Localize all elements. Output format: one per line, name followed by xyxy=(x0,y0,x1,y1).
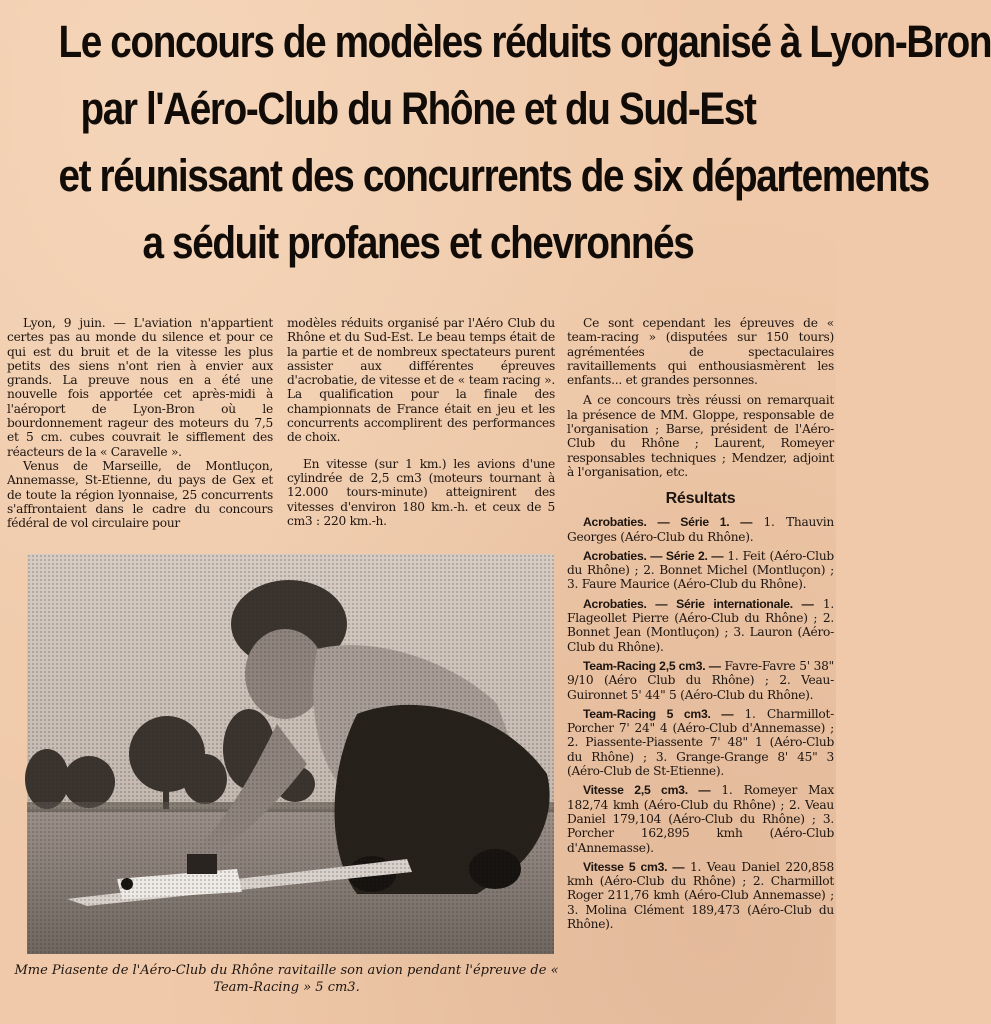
results-title: Résultats xyxy=(665,490,736,508)
result-item xyxy=(567,659,834,702)
article-column-3 xyxy=(567,316,834,936)
result-text: 1. Feit (Aéro-Club du Rhône) ; 2. Bonnet Michel (Montluçon) ; 3. Faure Maurice (Aéro-Club du Rhône). xyxy=(567,548,834,592)
result-item xyxy=(567,707,834,778)
article-photo xyxy=(27,554,554,954)
result-category: Team-Racing 5 cm3. — xyxy=(583,706,734,721)
result-text: Favre-Favre 5' 38" 9/10 (Aéro Club du Rhône) ; 2. Veau-Guironnet 5' 44" 5 (Aéro-Club du Rhône). xyxy=(567,658,834,702)
result-item xyxy=(567,783,834,854)
result-category: Vitesse 5 cm3. — xyxy=(583,859,685,874)
result-category: Vitesse 2,5 cm3. — xyxy=(583,783,711,798)
headline-line-1: Le concours de modèles réduits organisé à Lyon-Bron xyxy=(58,16,991,67)
result-text: 1. Thauvin Georges (Aéro-Club du Rhône). xyxy=(567,515,835,544)
article-paragraph: Ce sont cependant les épreuves de « team-racing » (disputées sur 150 tours) agrémentées de spectaculaires ravitaillements qui enthousiasmèrent les enfants... et grandes personnes. xyxy=(567,316,834,388)
photo-image xyxy=(27,554,554,954)
article-paragraph: A ce concours très réussi on remarquait la présence de MM. Gloppe, responsable de l'organisation ; Barse, président de l'Aéro-Club du Rhône ; Laurent, Romeyer responsables techniques ; Mendzer, adjoint à l'organisation, etc. xyxy=(567,393,834,479)
article-paragraph: modèles réduits organisé par l'Aéro Club du Rhône et du Sud-Est. Le beau temps était de la partie et de nombreux spectateurs purent assister aux différentes épreuves d'acrobatie, de vitesse et de « team racing ». La qualification pour la finale des championnats de France était en jeu et les concurrents accomplirent des performances de choix. xyxy=(287,316,555,445)
result-category: Team-Racing 2,5 cm3. — xyxy=(583,658,721,673)
article-column-1 xyxy=(7,316,273,530)
article-paragraph: Lyon, 9 juin. — L'aviation n'appartient certes pas au monde du silence et pour ce qui est du bruit et de la vitesse les plus petits des siens n'ont rien à envier aux grands. La preuve nous en a été une nouvelle fois apportée cet après-midi à l'aéroport de Lyon-Bron où le bourdonnement rageur des moteurs du 7,5 et 5 cm. cubes couvrait le sifflement des réacteurs de la « Caravelle ». xyxy=(7,316,273,459)
results-list xyxy=(567,515,834,931)
result-category: Acrobaties. — Série 2. — xyxy=(583,548,724,563)
result-item xyxy=(567,515,834,544)
headline-line-4: a séduit profanes et chevronnés xyxy=(142,217,694,268)
article-column-2 xyxy=(287,316,555,528)
result-category: Acrobaties. — Série internationale. — xyxy=(583,596,814,611)
result-category: Acrobaties. — Série 1. — xyxy=(583,515,753,530)
headline-line-3: et réunissant des concurrents de six départements xyxy=(58,150,929,201)
result-item xyxy=(567,549,834,592)
result-text: 1. Flageollet Pierre (Aéro-Club du Rhône) ; 2. Bonnet Jean (Montluçon) ; 3. Lauron (Aéro-Club du Rhône). xyxy=(567,596,835,654)
result-item xyxy=(567,597,834,654)
result-text: 1. Charmillot-Porcher 7' 24" 4 (Aéro-Club d'Annemasse) ; 2. Piassente-Piassente 7' 48" 1 (Aéro-Club du Rhône) ; 3. Grange-Grange 8' 45" 3 (Aéro-Club de St-Etienne). xyxy=(567,706,834,779)
photo-caption: Mme Piasente de l'Aéro-Club du Rhône ravitaille son avion pendant l'épreuve de « Team-Racing » 5 cm3. xyxy=(14,963,559,995)
article-paragraph: En vitesse (sur 1 km.) les avions d'une cylindrée de 2,5 cm3 (moteurs tournant à 12.000 tours-minute) atteignirent des vitesses d'environ 180 km.-h. et ceux de 5 cm3 : 220 km.-h. xyxy=(287,456,555,528)
headline xyxy=(58,8,991,276)
article-paragraph: Venus de Marseille, de Montluçon, Annemasse, St-Etienne, du pays de Gex et de toute la région lyonnaise, 25 concurrents s'affrontaient dans le cadre du concours fédéral de vol circulaire pour xyxy=(7,458,273,531)
result-text: 1. Romeyer Max 182,74 kmh (Aéro-Club du Rhône) ; 2. Veau Daniel 179,104 (Aéro-Club du Rhône) ; 3. Porcher 162,895 kmh (Aéro-Club d'Annemasse). xyxy=(567,783,834,855)
headline-line-2: par l'Aéro-Club du Rhône et du Sud-Est xyxy=(80,83,756,134)
result-text: 1. Veau Daniel 220,858 kmh (Aéro-Club du Rhône) ; 2. Charmillot Roger 211,76 kmh (Aéro-Club Annemasse) ; 3. Molina Clément 189,473 (Aéro-Club du Rhône). xyxy=(567,859,834,931)
result-item xyxy=(567,860,834,931)
